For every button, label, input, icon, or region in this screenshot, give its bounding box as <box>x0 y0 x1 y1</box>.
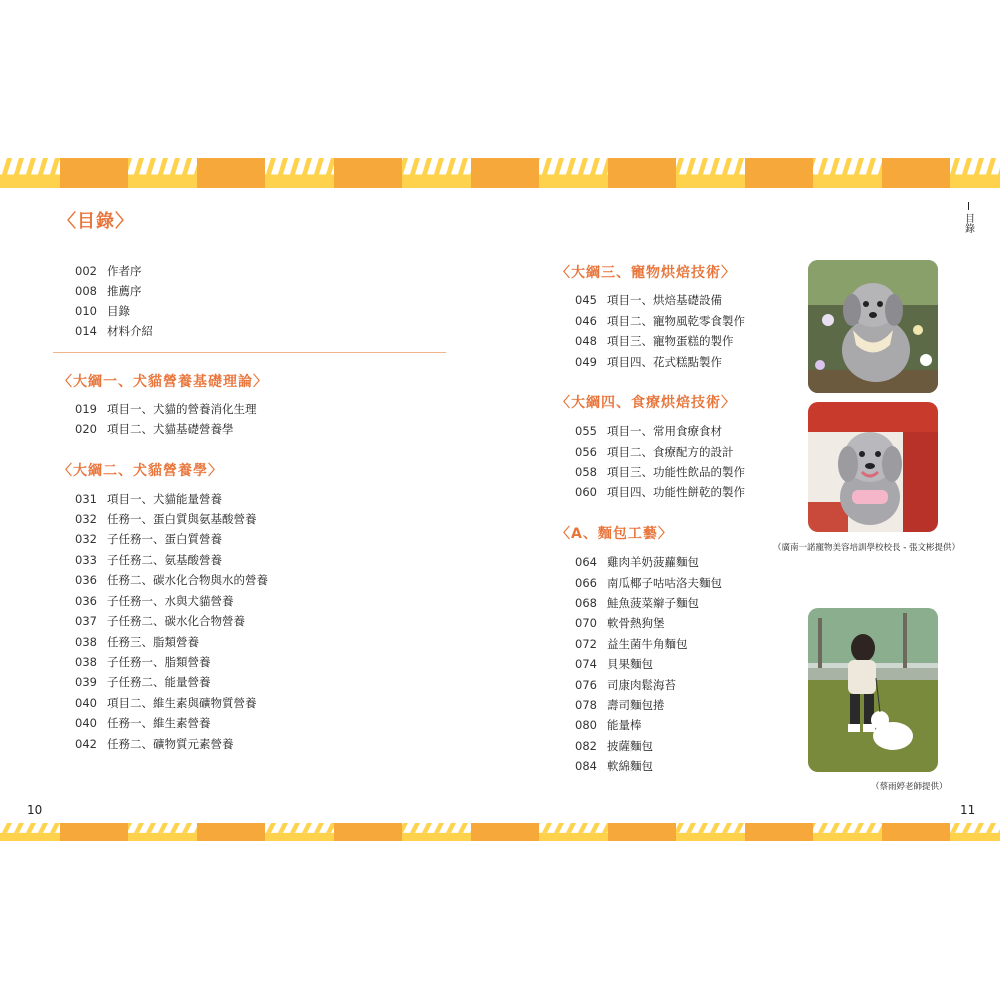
toc-entry[interactable] <box>75 511 257 527</box>
page-number-ref: 042 <box>75 737 97 751</box>
entry-title: 項目二、犬貓基礎營養學 <box>107 422 234 436</box>
side-label-text: 目錄 <box>962 213 974 233</box>
toc-entry[interactable] <box>75 263 142 279</box>
toc-entry[interactable] <box>575 292 722 308</box>
section-heading-4: 〈大綱四、食療烘焙技術〉 <box>556 395 736 411</box>
entry-title: 子任務二、碳水化合物營養 <box>107 614 245 628</box>
entry-title: 項目四、花式糕點製作 <box>607 355 722 369</box>
bottom-decorative-stripe <box>0 823 1000 841</box>
entry-title: 目錄 <box>107 304 130 318</box>
entry-title: 益生菌牛角麵包 <box>607 637 688 651</box>
entry-title: 項目一、犬貓的營養消化生理 <box>107 402 257 416</box>
page-number-ref: 072 <box>575 637 597 651</box>
entry-title: 項目一、常用食療食材 <box>607 424 722 438</box>
toc-entry[interactable] <box>575 677 676 693</box>
entry-title: 子任務二、能量營養 <box>107 675 211 689</box>
entry-title: 任務二、碳水化合物與水的營養 <box>107 573 268 587</box>
page-number-ref: 055 <box>575 424 597 438</box>
toc-entry[interactable] <box>575 595 699 611</box>
entry-title: 子任務一、脂類營養 <box>107 655 211 669</box>
page-number-ref: 019 <box>75 402 97 416</box>
toc-entry[interactable] <box>575 738 653 754</box>
toc-entry[interactable] <box>75 715 211 731</box>
page-number-ref: 036 <box>75 573 97 587</box>
page-number-ref: 058 <box>575 465 597 479</box>
toc-entry[interactable] <box>75 654 211 670</box>
page-number-ref: 032 <box>75 532 97 546</box>
toc-entry[interactable] <box>575 444 734 460</box>
section-heading-2: 〈大綱二、犬貓營養學〉 <box>58 463 223 479</box>
entry-title: 任務一、蛋白質與氨基酸營養 <box>107 512 257 526</box>
toc-entry[interactable] <box>575 656 653 672</box>
entry-title: 南瓜椰子咕咕洛夫麵包 <box>607 576 722 590</box>
entry-title: 作者序 <box>107 264 142 278</box>
page-number-ref: 064 <box>575 555 597 569</box>
side-label-rule <box>968 202 969 210</box>
page-number-ref: 076 <box>575 678 597 692</box>
toc-entry[interactable] <box>575 423 722 439</box>
page-number-ref: 060 <box>575 485 597 499</box>
toc-entry[interactable] <box>75 531 222 547</box>
section-heading-3: 〈大綱三、寵物烘焙技術〉 <box>556 265 736 281</box>
page-number-ref: 045 <box>575 293 597 307</box>
photo-poodle-flowers <box>808 260 938 393</box>
toc-entry[interactable] <box>575 333 734 349</box>
toc-entry[interactable] <box>75 736 234 752</box>
entry-title: 項目一、烘焙基礎設備 <box>607 293 722 307</box>
toc-entry[interactable] <box>575 717 642 733</box>
page-number-ref: 040 <box>75 716 97 730</box>
page-number-ref: 056 <box>575 445 597 459</box>
page-number-ref: 049 <box>575 355 597 369</box>
page-number-ref: 084 <box>575 759 597 773</box>
photo-girl-dog <box>808 608 938 772</box>
page-number-ref: 066 <box>575 576 597 590</box>
page-number-ref: 002 <box>75 264 97 278</box>
entry-title: 推薦序 <box>107 284 142 298</box>
toc-entry[interactable] <box>575 313 745 329</box>
page-number-ref: 074 <box>575 657 597 671</box>
page-number-ref: 032 <box>75 512 97 526</box>
toc-entry[interactable] <box>575 575 722 591</box>
entry-title: 壽司麵包捲 <box>607 698 665 712</box>
toc-entry[interactable] <box>75 613 245 629</box>
toc-entry[interactable] <box>575 758 653 774</box>
toc-entry[interactable] <box>75 593 234 609</box>
section-heading-1: 〈大綱一、犬貓營養基礎理論〉 <box>58 374 268 390</box>
entry-title: 項目三、寵物蛋糕的製作 <box>607 334 734 348</box>
section-heading-5: 〈A、麵包工藝〉 <box>556 526 673 542</box>
entry-title: 司康肉鬆海苔 <box>607 678 676 692</box>
entry-title: 項目二、寵物風乾零食製作 <box>607 314 745 328</box>
toc-entry[interactable] <box>75 634 199 650</box>
entry-title: 子任務二、氨基酸營養 <box>107 553 222 567</box>
toc-entry[interactable] <box>75 491 222 507</box>
page-number-ref: 033 <box>75 553 97 567</box>
toc-entry[interactable] <box>575 697 665 713</box>
entry-title: 項目二、維生素與礦物質營養 <box>107 696 257 710</box>
toc-entry[interactable] <box>575 354 722 370</box>
page-title: 〈目錄〉 <box>58 211 134 232</box>
page-number-ref: 038 <box>75 635 97 649</box>
page-number-ref: 031 <box>75 492 97 506</box>
entry-title: 雞肉羊奶菠蘿麵包 <box>607 555 699 569</box>
toc-entry[interactable] <box>575 464 745 480</box>
toc-entry[interactable] <box>575 554 699 570</box>
toc-entry[interactable] <box>75 401 257 417</box>
top-decorative-stripe <box>0 158 1000 188</box>
page-number-left: 10 <box>27 803 43 817</box>
page-number-ref: 080 <box>575 718 597 732</box>
toc-entry[interactable] <box>75 572 268 588</box>
page-number-ref: 040 <box>75 696 97 710</box>
toc-entry[interactable] <box>75 283 142 299</box>
page-number-ref: 078 <box>575 698 597 712</box>
toc-entry[interactable] <box>75 695 257 711</box>
entry-title: 能量棒 <box>607 718 642 732</box>
photo-caption-top: （廣南一諾寵物美容培訓學校校長 - 張文彬提供） <box>773 543 960 553</box>
entry-title: 項目四、功能性餅乾的製作 <box>607 485 745 499</box>
entry-title: 披薩麵包 <box>607 739 653 753</box>
page-number-ref: 046 <box>575 314 597 328</box>
entry-title: 軟綿麵包 <box>607 759 653 773</box>
toc-entry[interactable] <box>75 552 222 568</box>
entry-title: 子任務一、水與犬貓營養 <box>107 594 234 608</box>
page-number-ref: 008 <box>75 284 97 298</box>
page-number-ref: 039 <box>75 675 97 689</box>
entry-title: 材料介紹 <box>107 324 153 338</box>
page-number-ref: 038 <box>75 655 97 669</box>
entry-title: 任務二、礦物質元素營養 <box>107 737 234 751</box>
chapter-side-label <box>962 202 974 236</box>
entry-title: 項目二、食療配方的設計 <box>607 445 734 459</box>
page-number-ref: 082 <box>575 739 597 753</box>
section-divider <box>53 352 446 353</box>
photo-poodle-red <box>808 402 938 532</box>
entry-title: 軟骨熱狗堡 <box>607 616 665 630</box>
page-number-ref: 036 <box>75 594 97 608</box>
photo-caption-bottom: （蔡雨婷老師提供） <box>871 782 948 792</box>
toc-entry[interactable] <box>575 636 688 652</box>
entry-title: 鮭魚菠菜辮子麵包 <box>607 596 699 610</box>
entry-title: 貝果麵包 <box>607 657 653 671</box>
page-number-ref: 014 <box>75 324 97 338</box>
page-number-right: 11 <box>960 803 976 817</box>
entry-title: 任務三、脂類營養 <box>107 635 199 649</box>
entry-title: 子任務一、蛋白質營養 <box>107 532 222 546</box>
entry-title: 項目三、功能性飲品的製作 <box>607 465 745 479</box>
toc-entry[interactable] <box>575 484 745 500</box>
toc-entry[interactable] <box>75 674 211 690</box>
page-number-ref: 020 <box>75 422 97 436</box>
entry-title: 任務一、維生素營養 <box>107 716 211 730</box>
page-number-ref: 070 <box>575 616 597 630</box>
toc-entry[interactable] <box>75 323 153 339</box>
page-number-ref: 010 <box>75 304 97 318</box>
page-number-ref: 037 <box>75 614 97 628</box>
toc-entry[interactable] <box>75 303 130 319</box>
toc-entry[interactable] <box>575 615 665 631</box>
entry-title: 項目一、犬貓能量營養 <box>107 492 222 506</box>
page-number-ref: 048 <box>575 334 597 348</box>
toc-entry[interactable] <box>75 421 234 437</box>
page-number-ref: 068 <box>575 596 597 610</box>
